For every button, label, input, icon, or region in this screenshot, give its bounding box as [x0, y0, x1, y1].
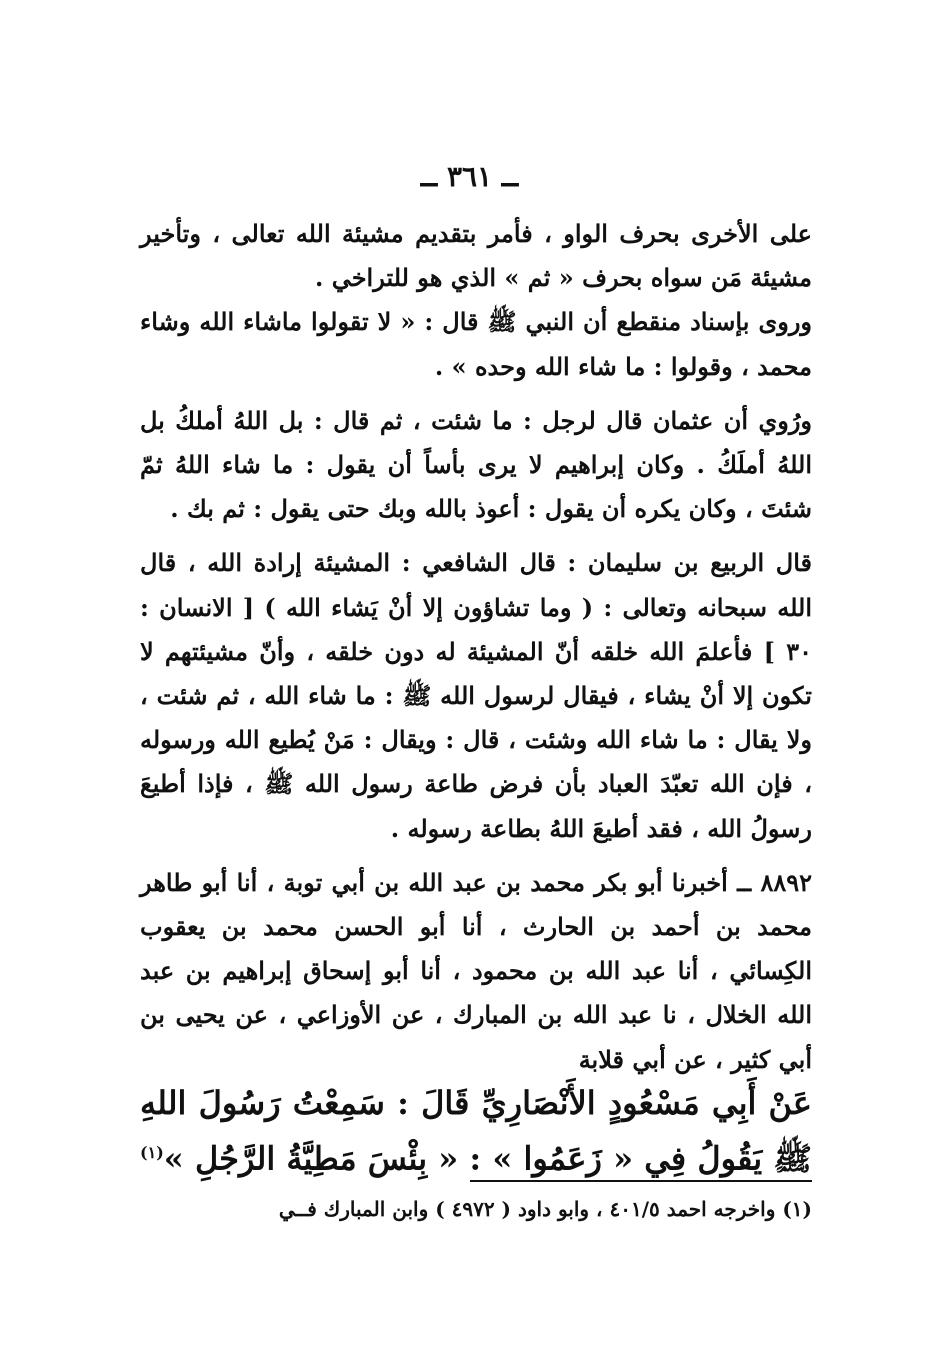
paragraph-uthman: ورُوي أن عثمان قال لرجل : ما شئت ، ثم قال : بل اللهُ أملكُ بل اللهُ أملَكُ . وكان إبراهيم لا يرى بأساً أن يقول : ما شاء اللهُ ثمّ شئتَ ، وكان يكره أن يقول : أعوذ بالله وبك حتى يقول : ثم بك .: [140, 405, 812, 524]
paragraph-prophet-saying: وروى بإسناد منقطع أن النبي ﷺ قال : « لا تقولوا ماشاء الله وشاء محمد ، وقولوا : ما شاء الله وحده » .: [140, 307, 812, 381]
footnote: (١) واخرجه احمد ٤٠١/٥ ، وابو داود ( ٤٩٧٢ ) وابن المبارك فــي: [278, 1197, 812, 1221]
paragraph-order-of-wills: على الأخرى بحرف الواو ، فأمر بتقديم مشيئة الله تعالى ، وتأخير مشيئة مَن سواه بحرف « ثم » الذي هو للتراخي .: [140, 219, 812, 293]
hadith-body: عَنْ أَبِي مَسْعُودٍ الأَنْصَارِيِّ قَالَ : سَمِعْتُ رَسُولَ اللهِ ﷺ يَقُولُ فِي « زَعَمُوا » : « بِئْسَ مَطِيَّةُ الرَّجُلِ »: [140, 1084, 812, 1178]
hadith-text: [140, 1078, 812, 1184]
body-text: [140, 212, 812, 1082]
footnote-reference: (١): [140, 1143, 164, 1162]
page-number: ــ ٣٦١ ــ: [420, 160, 519, 193]
paragraph-isnad-8892: ٨٨٩٢ ــ أخبرنا أبو بكر محمد بن عبد الله بن أبي توبة ، أنا أبو طاهر محمد بن أحمد بن الحارث ، أنا أبو الحسن محمد بن يعقوب الكِسائي ، أنا عبد الله بن محمود ، أنا أبو إسحاق إبراهيم بن عبد الله الخلال ، نا عبد الله بن المبارك ، عن الأوزاعي ، عن يحيى بن أبي كثير ، عن أبي قلابة: [140, 867, 812, 1074]
footnote-divider: [470, 1180, 812, 1182]
paragraph-shafii: قال الربيع بن سليمان : قال الشافعي : المشيئة إرادة الله ، قال الله سبحانه وتعالى : ( وما تشاؤون إلا أنْ يَشاء الله ) [ الانسان : ٣٠ ] فأعلمَ الله خلقه أنّ المشيئة له دون خلقه ، وأنّ مشيئتهم لا تكون إلا أنْ يشاء ، فيقال لرسول الله ﷺ : ما شاء الله ، ثم شئت ، ولا يقال : ما شاء الله وشئت ، قال : ويقال : مَنْ يُطيع الله ورسوله ، فإن الله تعبّدَ العباد بأن فرض طاعة رسول الله ﷺ ، فإذا أطيعَ رسولُ الله ، فقد أطيعَ اللهُ بطاعة رسوله .: [140, 548, 812, 843]
